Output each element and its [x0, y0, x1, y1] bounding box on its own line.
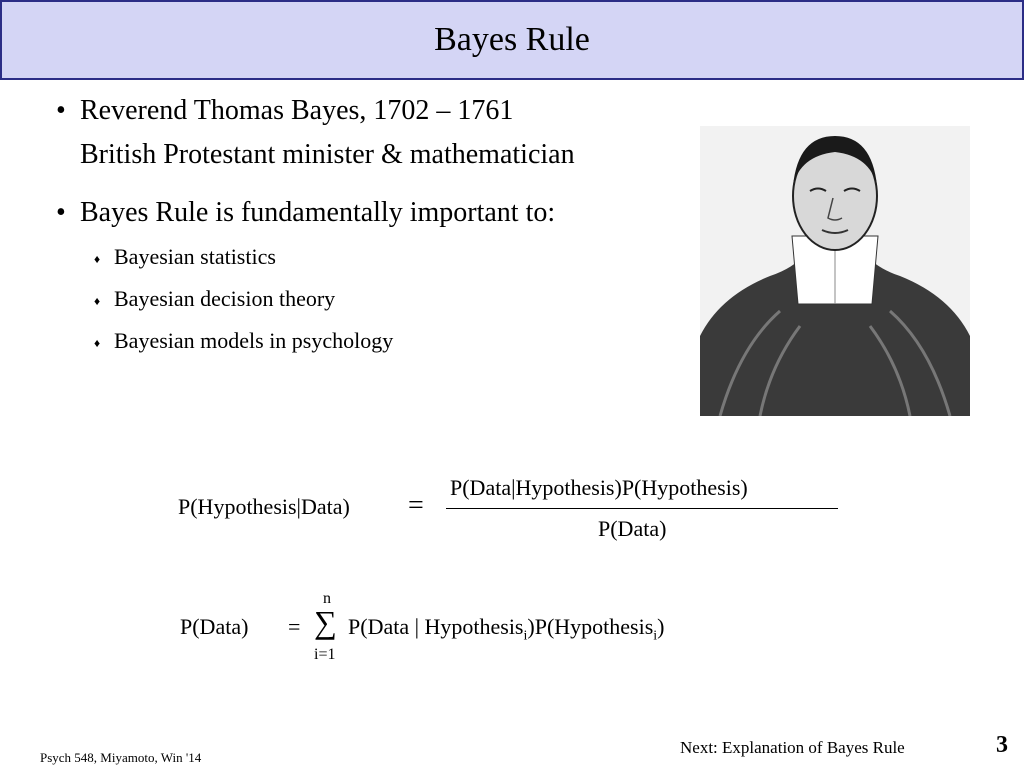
bullet-line: British Protestant minister & mathematician	[80, 139, 575, 170]
subscript: i	[653, 628, 658, 644]
page-number: 3	[996, 732, 1008, 758]
sum-upper-limit: n	[323, 590, 331, 607]
bullet-dot-icon: •	[56, 95, 66, 126]
equation-lhs: P(Hypothesis|Data)	[178, 494, 350, 519]
equals-sign: =	[408, 490, 424, 521]
term-part: )P(	[527, 614, 555, 639]
diamond-icon: ♦	[94, 336, 101, 350]
bullet-item-bayes	[56, 94, 575, 172]
sub-bullet-label: Bayesian models in psychology	[114, 328, 394, 353]
equals-sign: =	[288, 614, 301, 639]
title-bar	[0, 0, 1024, 80]
bullet-line: Bayes Rule is fundamentally important to:	[80, 197, 556, 228]
sub-bullet-item	[94, 285, 336, 313]
sum-symbol: ∑	[314, 604, 337, 640]
sum-lower-limit: i=1	[314, 646, 336, 663]
equation2-term	[348, 614, 665, 644]
sub-bullet-label: Bayesian statistics	[114, 244, 276, 269]
footer-next-link: Next: Explanation of Bayes Rule	[680, 738, 905, 757]
bullet-item-importance	[56, 196, 556, 230]
equation-numerator: P(Data|Hypothesis)P(Hypothesis)	[450, 475, 748, 500]
term-part: P(	[348, 614, 368, 639]
sub-bullet-item	[94, 243, 276, 271]
term-part: )	[657, 614, 665, 639]
footer-course: Psych 548, Miyamoto, Win '14	[40, 750, 202, 765]
slide-title: Bayes Rule	[434, 21, 590, 58]
diamond-icon: ♦	[94, 294, 101, 308]
diamond-icon: ♦	[94, 252, 101, 266]
bullet-line: Reverend Thomas Bayes, 1702 – 1761	[80, 95, 514, 126]
equation2-lhs: P(Data)	[180, 614, 249, 639]
subscript: i	[523, 628, 528, 644]
term-part: Data | Hypothesis	[367, 614, 524, 639]
sub-bullet-label: Bayesian decision theory	[114, 286, 336, 311]
sub-bullet-item	[94, 327, 394, 355]
bullet-dot-icon: •	[56, 197, 66, 228]
fraction-line	[446, 508, 838, 509]
term-part: Hypothesis	[554, 614, 654, 639]
portrait-thomas-bayes	[700, 126, 970, 416]
equation-denominator: P(Data)	[598, 516, 667, 541]
